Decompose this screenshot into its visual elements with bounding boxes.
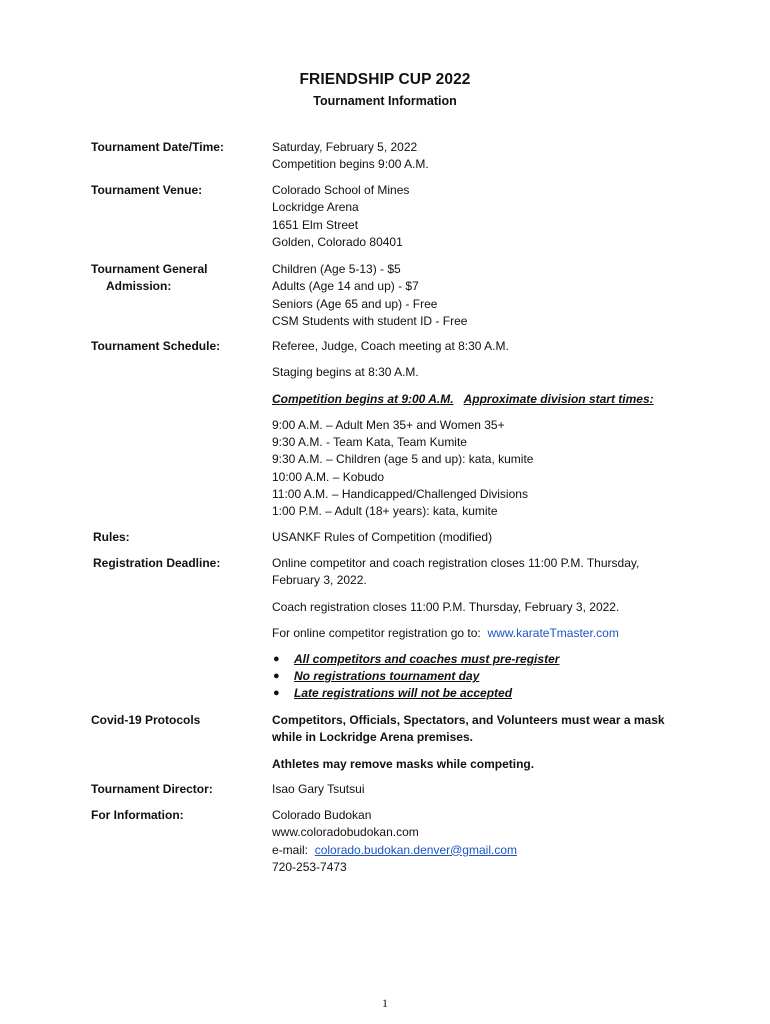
competition-begins-text: Competition begins at 9:00 A.M. [272,391,454,406]
admission-price-line: CSM Students with student ID - Free [272,313,468,328]
meeting-line: Referee, Judge, Coach meeting at 8:30 A.M. [272,339,509,353]
venue-label: Tournament Venue: [91,183,203,197]
bullet-text: All competitors and coaches must pre-register [294,652,560,667]
admission-label-line-2: Admission: [106,279,172,294]
info-website: www.coloradobudokan.com [272,825,419,840]
schedule-time-line: 9:30 A.M. - Team Kata, Team Kumite [272,435,467,450]
online-registration-prefix: For online competitor registration go to: [272,625,481,640]
approx-times-text: Approximate division start times: [463,391,654,406]
info-label: For Information: [91,808,184,822]
date-line: Saturday, February 5, 2022 [272,140,418,154]
venue-line: Lockridge Arena [272,200,359,215]
info-org: Colorado Budokan [272,808,372,822]
bullet-icon: ● [273,687,280,700]
schedule-value [272,338,732,521]
list-item [272,668,732,685]
registration-value [272,555,732,702]
schedule-label: Tournament Schedule: [91,339,221,353]
email-prefix: e-mail: [272,842,309,857]
rules-label: Rules: [93,530,130,544]
page-title: FRIENDSHIP CUP 2022 [299,71,471,88]
covid-mask-line-1: Competitors, Officials, Spectators, and Volunteers must wear a mask [272,713,665,727]
registration-online-line-2: February 3, 2022. [272,573,367,588]
registration-label: Registration Deadline: [93,556,221,570]
admission-price-line: Seniors (Age 65 and up) - Free [272,296,438,311]
covid-label: Covid-19 Protocols [91,713,201,727]
admission-label [91,261,261,296]
bullet-icon: ● [273,670,280,683]
director-label: Tournament Director: [91,782,213,796]
bullet-text: No registrations tournament day [294,669,480,684]
schedule-time-line: 11:00 A.M. – Handicapped/Challenged Divisions [272,487,528,502]
covid-value [272,712,732,773]
bullet-icon: ● [273,653,280,666]
athletes-mask-line: Athletes may remove masks while competing. [272,756,535,771]
venue-line: 1651 Elm Street [272,217,359,232]
start-time-line: Competition begins 9:00 A.M. [272,157,429,172]
director-name: Isao Gary Tsutsui [272,782,365,796]
schedule-time-line: 9:00 A.M. – Adult Men 35+ and Women 35+ [272,417,505,432]
staging-line: Staging begins at 8:30 A.M. [272,365,419,380]
schedule-time-line: 9:30 A.M. – Children (age 5 and up): kata, kumite [272,452,534,467]
email-link[interactable]: colorado.budokan.denver@gmail.com [314,842,517,857]
competition-begins-line [272,391,732,408]
list-item [272,651,732,668]
registration-online-line-1: Online competitor and coach registration closes 11:00 P.M. Thursday, [272,556,640,570]
list-item [272,685,732,702]
date-time-label: Tournament Date/Time: [91,140,224,154]
info-email-line [272,842,732,859]
venue-value [272,182,732,251]
venue-line: Colorado School of Mines [272,183,410,197]
covid-mask-line-2: while in Lockridge Arena premises. [272,730,473,745]
admission-price-line: Children (Age 5-13) - $5 [272,262,401,276]
info-phone: 720-253-7473 [272,859,347,874]
schedule-time-line: 10:00 A.M. – Kobudo [272,469,385,484]
bullet-text: Late registrations will not be accepted [294,686,513,701]
coach-registration-line: Coach registration closes 11:00 P.M. Thursday, February 3, 2022. [272,599,620,614]
online-registration-line [272,625,732,642]
admission-label-line-1: Tournament General [91,262,208,276]
schedule-time-line: 1:00 P.M. – Adult (18+ years): kata, kumite [272,504,498,519]
karatetmaster-link[interactable]: www.karateTmaster.com [487,625,619,640]
page-number: 1 [382,996,388,1010]
rules-value: USANKF Rules of Competition (modified) [272,530,493,544]
date-time-value [272,139,732,174]
admission-price-line: Adults (Age 14 and up) - $7 [272,279,419,294]
info-value [272,807,732,876]
venue-line: Golden, Colorado 80401 [272,234,403,249]
registration-rules-list [272,651,732,702]
admission-value [272,261,732,330]
page-subtitle: Tournament Information [313,94,457,108]
